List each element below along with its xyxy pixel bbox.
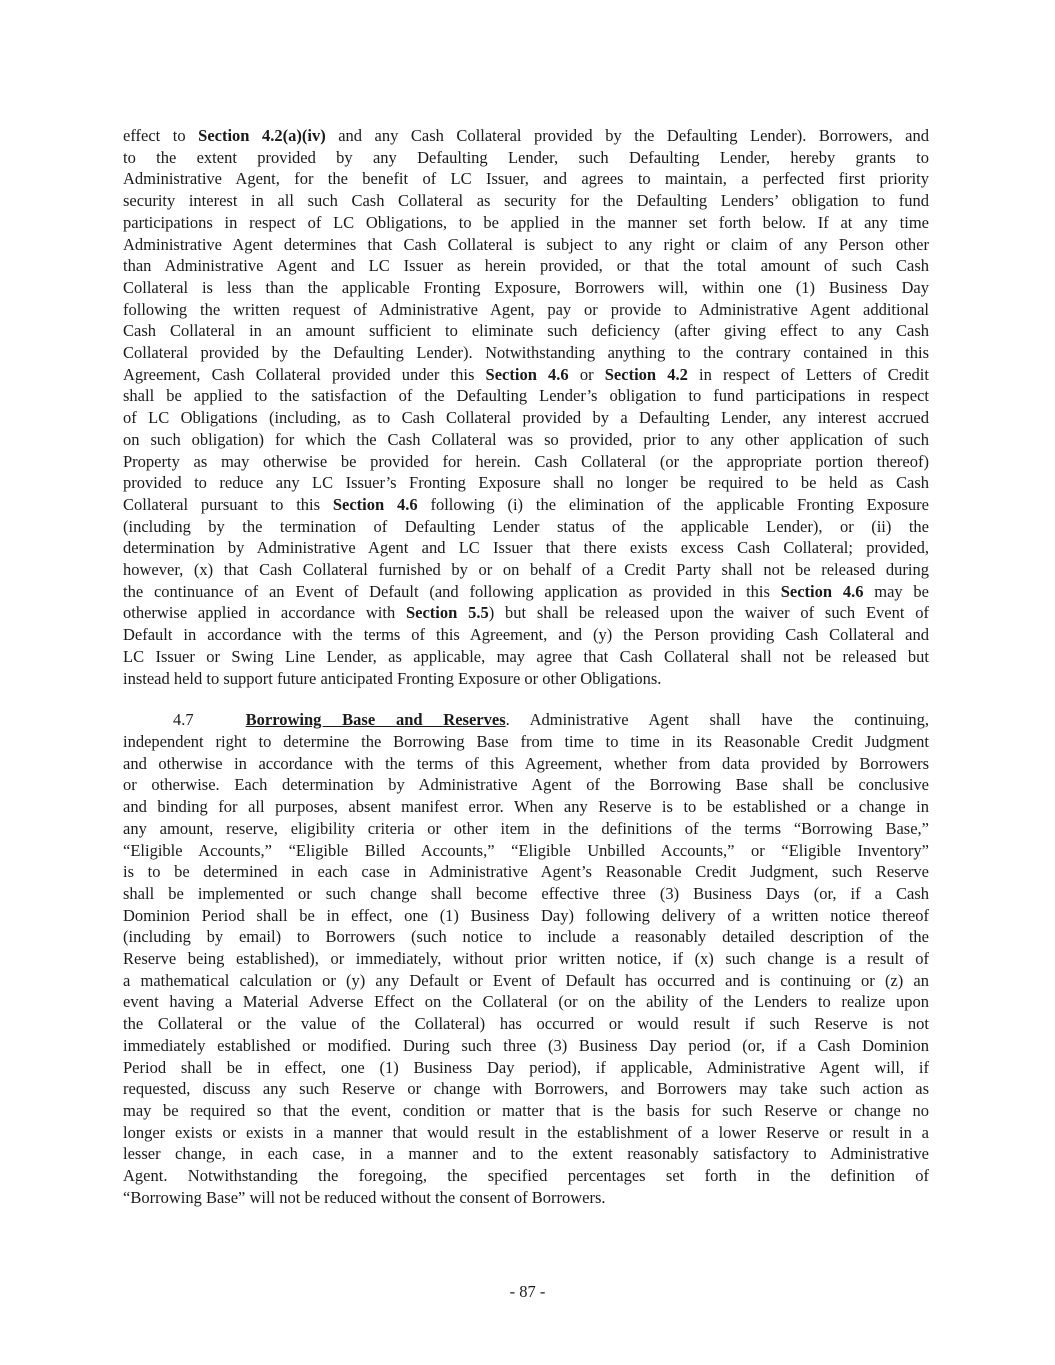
text-line xyxy=(123,840,929,862)
text-line xyxy=(123,1057,929,1079)
text-line xyxy=(123,234,929,256)
section-4-7-number: 4.7 xyxy=(173,710,194,730)
text-line xyxy=(123,602,929,624)
section-4-7-borrowing-base-and-reserves xyxy=(123,709,929,1208)
text-run: independent right to determine the Borrowing Base from time to time in its Reasonable Credit Judgment xyxy=(123,731,929,751)
text-run: (including by the termination of Defaulting Lender status of the applicable Lender), or (ii) the xyxy=(123,516,929,536)
text-line xyxy=(123,451,929,473)
text-line xyxy=(123,646,929,668)
text-run: than Administrative Agent and LC Issuer as herein provided, or that the total amount of such Cash xyxy=(123,256,929,276)
text-run: ) but shall be released upon the waiver of such Event of xyxy=(488,603,929,623)
text-line xyxy=(123,1078,929,1100)
text-line xyxy=(123,559,929,581)
text-run: the continuance of an Event of Default (and following application as provided in this xyxy=(123,581,781,601)
text-line xyxy=(123,168,929,190)
text-line xyxy=(123,342,929,364)
text-line xyxy=(123,516,929,538)
section-ref: Section 4.6 xyxy=(485,364,569,384)
text-run: provided to reduce any LC Issuer’s Fronting Exposure shall no longer be required to be held as Cash xyxy=(123,473,929,493)
text-run: security interest in all such Cash Collateral as security for the Defaulting Lenders’ obligation to fund xyxy=(123,191,929,211)
text-run: Agreement, Cash Collateral provided under this xyxy=(123,364,486,384)
text-line xyxy=(123,624,929,646)
text-run: participations in respect of LC Obligations, to be applied in the manner set forth below. If at any time xyxy=(123,212,929,232)
text-line xyxy=(123,948,929,970)
text-run: lesser change, in each case, in a manner and to the extent reasonably satisfactory to Administrative xyxy=(123,1144,929,1164)
text-run: the Collateral or the value of the Collateral) has occurred or would result if such Reserve is not xyxy=(123,1014,929,1034)
text-line xyxy=(123,429,929,451)
text-run: Reserve being established), or immediately, without prior written notice, if (x) such change is a result of xyxy=(123,949,929,969)
text-line xyxy=(123,926,929,948)
text-line xyxy=(123,1100,929,1122)
text-run: (including by email) to Borrowers (such notice to include a reasonably detailed description of the xyxy=(123,927,929,947)
text-line xyxy=(123,277,929,299)
text-line xyxy=(123,385,929,407)
section-ref: Section 4.6 xyxy=(780,581,864,601)
text-run: “Borrowing Base” will not be reduced without the consent of Borrowers. xyxy=(123,1187,606,1207)
text-run: Dominion Period shall be in effect, one (1) Business Day) following delivery of a written notice thereof xyxy=(123,905,929,925)
text-run: otherwise applied in accordance with xyxy=(123,603,406,623)
text-line xyxy=(123,125,929,147)
text-run: determination by Administrative Agent and LC Issuer that there exists excess Cash Collateral; provided, xyxy=(123,538,929,558)
text-run: and any Cash Collateral provided by the Defaulting Lender). Borrowers, and xyxy=(325,126,929,145)
text-run: shall be applied to the satisfaction of the Defaulting Lender’s obligation to fund participations in respect xyxy=(123,386,929,406)
text-line xyxy=(123,147,929,169)
text-run: effect to xyxy=(123,126,199,145)
text-run: Cash Collateral in an amount sufficient to eliminate such deficiency (after giving effect to any Cash xyxy=(123,321,929,341)
text-line xyxy=(123,255,929,277)
text-run: and otherwise in accordance with the terms of this Agreement, whether from data provided by Borrowers xyxy=(123,753,929,773)
text-line xyxy=(123,537,929,559)
text-line xyxy=(123,861,929,883)
text-run: shall be implemented or such change shall become effective three (3) Business Days (or, if a Cash xyxy=(123,883,929,903)
text-line xyxy=(123,753,929,775)
text-run: Administrative Agent determines that Cash Collateral is subject to any right or claim of any Person other xyxy=(123,234,929,254)
text-run: in respect of Letters of Credit xyxy=(687,364,929,384)
text-run: requested, discuss any such Reserve or change with Borrowers, and Borrowers may take such action as xyxy=(123,1079,929,1099)
section-ref: Section 4.2 xyxy=(604,364,688,384)
text-run: following the written request of Administrative Agent, pay or provide to Administrative Agent additional xyxy=(123,299,929,319)
text-run: a mathematical calculation or (y) any Default or Event of Default has occurred and is continuing or (z) an xyxy=(123,970,929,990)
text-run: may be xyxy=(863,581,929,601)
text-run: instead held to support future anticipated Fronting Exposure or other Obligations. xyxy=(123,668,662,688)
text-run: longer exists or exists in a manner that would result in the establishment of a lower Reserve or result in a xyxy=(123,1122,929,1142)
text-line xyxy=(123,991,929,1013)
text-line xyxy=(123,796,929,818)
text-run: following (i) the elimination of the applicable Fronting Exposure xyxy=(417,494,929,514)
section-ref: Section 5.5 xyxy=(405,603,489,623)
text-run: on such obligation) for which the Cash Collateral was so provided, prior to any other application of such xyxy=(123,429,929,449)
text-line xyxy=(123,1143,929,1165)
text-run: Property as may otherwise be provided for herein. Cash Collateral (or the appropriate portion thereof) xyxy=(123,451,929,471)
text-line xyxy=(123,970,929,992)
text-run: is to be determined in each case in Administrative Agent’s Reasonable Credit Judgment, such Reserve xyxy=(123,862,929,882)
text-line xyxy=(123,364,929,386)
text-run: LC Issuer or Swing Line Lender, as applicable, may agree that Cash Collateral shall not be released but xyxy=(123,646,929,666)
text-line xyxy=(123,581,929,603)
text-line xyxy=(123,299,929,321)
section-ref: Section 4.2(a)(iv) xyxy=(198,126,326,145)
text-run: and binding for all purposes, absent manifest error. When any Reserve is to be established or a change in xyxy=(123,797,929,817)
text-line xyxy=(123,190,929,212)
text-line xyxy=(123,212,929,234)
text-line xyxy=(123,407,929,429)
section-ref: Section 4.6 xyxy=(332,494,418,514)
text-run: Agent. Notwithstanding the foregoing, the specified percentages set forth in the definition of xyxy=(123,1166,929,1186)
text-run: any amount, reserve, eligibility criteria or other item in the definitions of the terms “Borrowing Base,” xyxy=(123,818,929,838)
text-run: Default in accordance with the terms of this Agreement, and (y) the Person providing Cash Collateral and xyxy=(123,625,929,645)
text-run: Collateral pursuant to this xyxy=(123,494,333,514)
text-line xyxy=(123,818,929,840)
text-line xyxy=(123,1013,929,1035)
text-run: event having a Material Adverse Effect on the Collateral (or on the ability of the Lenders to realize upon xyxy=(123,992,929,1012)
page-number: - 87 - xyxy=(509,1282,546,1301)
text-run: “Eligible Accounts,” “Eligible Billed Accounts,” “Eligible Unbilled Accounts,” or “Eligible Inventory” xyxy=(123,840,929,860)
text-line xyxy=(123,472,929,494)
text-line xyxy=(123,709,929,731)
text-run: of LC Obligations (including, as to Cash Collateral provided by a Defaulting Lender, any interest accrued xyxy=(123,408,929,428)
text-run: Administrative Agent, for the benefit of LC Issuer, and agrees to maintain, a perfected first priority xyxy=(123,169,929,189)
text-run: Collateral provided by the Defaulting Lender). Notwithstanding anything to the contrary contained in this xyxy=(123,343,929,363)
continuation-of-section-4-6 xyxy=(123,125,929,689)
text-run: immediately established or modified. During such three (3) Business Day period (or, if a Cash Dominion xyxy=(123,1035,929,1055)
text-run: or otherwise. Each determination by Administrative Agent of the Borrowing Base shall be conclusive xyxy=(123,775,929,795)
text-line xyxy=(123,731,929,753)
text-line xyxy=(123,905,929,927)
text-line xyxy=(123,668,929,690)
text-run: to the extent provided by any Defaulting Lender, such Defaulting Lender, hereby grants to xyxy=(123,147,929,167)
text-line xyxy=(123,1165,929,1187)
text-run: however, (x) that Cash Collateral furnished by or on behalf of a Credit Party shall not be released during xyxy=(123,560,929,580)
text-line xyxy=(123,494,929,516)
text-line xyxy=(123,883,929,905)
text-line xyxy=(123,1187,929,1209)
section-4-7-heading: Borrowing Base and Reserves xyxy=(245,710,506,730)
text-run: Period shall be in effect, one (1) Business Day period), if applicable, Administrative Agent will, if xyxy=(123,1057,929,1077)
document-body xyxy=(123,125,929,1208)
text-line xyxy=(123,1035,929,1057)
text-run: may be required so that the event, condition or matter that is the basis for such Reserve or change no xyxy=(123,1100,929,1120)
text-line xyxy=(123,320,929,342)
text-run: Collateral is less than the applicable Fronting Exposure, Borrowers will, within one (1) Business Day xyxy=(123,277,929,297)
text-run: . Administrative Agent shall have the continuing, xyxy=(505,710,930,730)
text-run: or xyxy=(568,364,605,384)
text-line xyxy=(123,774,929,796)
text-line xyxy=(123,1122,929,1144)
